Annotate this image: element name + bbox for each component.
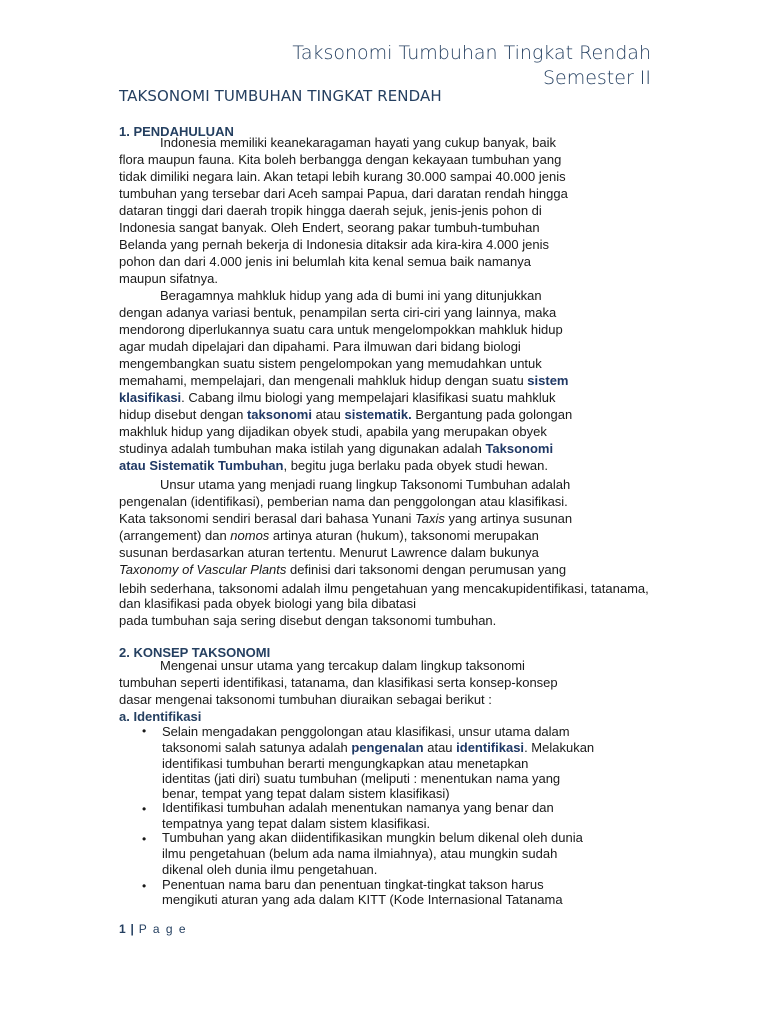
paragraph-line: Beragamnya mahkluk hidup yang ada di bumi ini yang ditunjukkan: [160, 288, 542, 303]
bold-term: identifikasi: [456, 740, 525, 755]
page-footer: [119, 922, 187, 936]
text-run: yang artinya susunan: [444, 511, 573, 526]
document-title: TAKSONOMI TUMBUHAN TINGKAT RENDAH: [119, 87, 442, 105]
running-header-semester: Semester II: [542, 67, 651, 89]
text-run: definisi dari taksonomi dengan perumusan yang: [286, 562, 567, 577]
list-item-line: dikenal oleh dunia ilmu pengetahuan.: [162, 862, 378, 877]
paragraph-line: dan klasifikasi pada obyek biologi yang bila dibatasi: [119, 596, 417, 611]
list-item-line: [162, 740, 594, 756]
paragraph-line: tumbuhan yang tersebar dari Aceh sampai Papua, dari daratan rendah hingga: [119, 186, 568, 201]
list-item-line: mengikuti aturan yang ada dalam KITT (Kode Internasional Tatanama: [162, 892, 563, 907]
paragraph-line: mengembangkan suatu sistem pengelompokan yang memudahkan untuk: [119, 356, 542, 371]
paragraph-line: flora maupun fauna. Kita boleh berbangga dengan kekayaan tumbuhan yang: [119, 152, 562, 167]
italic-term: Taxis: [415, 511, 445, 526]
text-run: Kata taksonomi sendiri berasal dari bahasa Yunani: [119, 511, 416, 526]
list-item-line: identifikasi tumbuhan berarti mengungkapkan atau menetapkan: [162, 756, 529, 771]
paragraph-line: makhluk hidup yang dijadikan obyek studi, apabila yang merupakan obyek: [119, 424, 547, 439]
page-label: P a g e: [138, 922, 188, 936]
paragraph-line: tidak dimiliki negara lain. Akan tetapi lebih kurang 30.000 sampai 40.000 jenis: [119, 169, 566, 184]
text-run: Bergantung pada golongan: [411, 407, 573, 422]
list-item-line: Penentuan nama baru dan penentuan tingkat-tingkat takson harus: [162, 877, 544, 892]
bullet-icon: •: [142, 724, 147, 738]
list-item-line: tempatnya yang tepat dalam sistem klasifikasi.: [162, 816, 431, 831]
paragraph-line: pohon dan dari 4.000 jenis ini belumlah kita kenal semua baik namanya: [119, 254, 531, 269]
paragraph-line: pengenalan (identifikasi), pemberian nama dan penggolongan atau klasifikasi.: [119, 494, 568, 509]
paragraph-line: [119, 407, 572, 423]
subheading-identifikasi: a. Identifikasi: [119, 709, 202, 724]
section-heading-pendahuluan: 1. PENDAHULUAN: [119, 124, 234, 139]
paragraph-line: pada tumbuhan saja sering disebut dengan taksonomi tumbuhan.: [119, 613, 497, 628]
bullet-icon: •: [142, 832, 147, 846]
text-run: studinya adalah tumbuhan maka istilah yang digunakan adalah: [119, 441, 486, 456]
paragraph-line: Indonesia sangat banyak. Oleh Endert, seorang pakar tumbuh-tumbuhan: [119, 220, 540, 235]
paragraph-line: [119, 528, 539, 544]
paragraph-line: [119, 373, 569, 389]
text-run: taksonomi salah satunya adalah: [162, 740, 352, 755]
paragraph-line: mendorong diperlukannya suatu cara untuk mengelompokkan mahkluk hidup: [119, 322, 563, 337]
list-item-line: ilmu pengetahuan (belum ada nama ilmiahnya), atau mungkin sudah: [162, 846, 558, 861]
paragraph-line: agar mudah dipelajari dan dipahami. Para ilmuwan dari bidang biologi: [119, 339, 521, 354]
bold-term: atau Sistematik Tumbuhan: [119, 458, 284, 473]
list-item-line: identitas (jati diri) suatu tumbuhan (meliputi : menentukan nama yang: [162, 771, 561, 786]
bold-term: sistem: [527, 373, 569, 388]
text-run: hidup disebut dengan: [119, 407, 247, 422]
paragraph-line: [119, 441, 553, 457]
text-run: atau: [423, 740, 457, 755]
text-run: memahami, mempelajari, dan mengenali mahkluk hidup dengan suatu: [119, 373, 528, 388]
paragraph-line: dataran tinggi dari daerah tropik hingga daerah sejuk, jenis-jenis pohon di: [119, 203, 542, 218]
paragraph-line: dasar mengenai taksonomi tumbuhan diuraikan sebagai berikut :: [119, 692, 492, 707]
paragraph-line: maupun sifatnya.: [119, 271, 219, 286]
text-run: , begitu juga berlaku pada obyek studi hewan.: [283, 458, 548, 473]
bold-term: klasifikasi: [119, 390, 182, 405]
paragraph-line: Unsur utama yang menjadi ruang lingkup Taksonomi Tumbuhan adalah: [160, 477, 571, 492]
text-run: . Cabang ilmu biologi yang mempelajari klasifikasi suatu mahkluk: [181, 390, 556, 405]
footer-separator: |: [130, 922, 134, 936]
list-item-line: benar, tempat yang tepat dalam sistem klasifikasi): [162, 786, 450, 801]
page-number: 1: [119, 922, 126, 936]
paragraph-line: [119, 511, 572, 527]
paragraph-line: lebih sederhana, taksonomi adalah ilmu pengetahuan yang mencakupidentifikasi, tatanama,: [119, 581, 649, 596]
list-item-line: Selain mengadakan penggolongan atau klasifikasi, unsur utama dalam: [162, 724, 570, 739]
section-heading-konsep: 2. KONSEP TAKSONOMI: [119, 645, 271, 660]
paragraph-line: tumbuhan seperti identifikasi, tatanama, dan klasifikasi serta konsep-konsep: [119, 675, 558, 690]
paragraph-line: dengan adanya variasi bentuk, penampilan serta ciri-ciri yang lainnya, maka: [119, 305, 557, 320]
list-item-line: Tumbuhan yang akan diidentifikasikan mungkin belum dikenal oleh dunia: [162, 830, 583, 845]
paragraph-line: susunan berdasarkan aturan tertentu. Menurut Lawrence dalam bukunya: [119, 545, 539, 560]
text-run: artinya aturan (hukum), taksonomi merupakan: [269, 528, 539, 543]
paragraph-line: [119, 390, 555, 406]
bold-term: Taksonomi: [485, 441, 554, 456]
paragraph-line: [119, 562, 566, 578]
paragraph-line: Mengenai unsur utama yang tercakup dalam lingkup taksonomi: [160, 658, 525, 673]
bold-term: sistematik.: [344, 407, 412, 422]
bold-term: pengenalan: [351, 740, 424, 755]
list-item-line: Identifikasi tumbuhan adalah menentukan namanya yang benar dan: [162, 800, 554, 815]
italic-term: nomos: [230, 528, 270, 543]
paragraph-line: Indonesia memiliki keanekaragaman hayati yang cukup banyak, baik: [160, 135, 557, 150]
text-run: . Melakukan: [524, 740, 595, 755]
text-run: atau: [311, 407, 345, 422]
text-run: (arrangement) dan: [119, 528, 231, 543]
italic-book-title: Taxonomy of Vascular Plants: [119, 562, 287, 577]
paragraph-line: Belanda yang pernah bekerja di Indonesia ditaksir ada kira-kira 4.000 jenis: [119, 237, 549, 252]
bullet-icon: •: [142, 879, 147, 893]
paragraph-line: [119, 458, 548, 474]
bold-term: taksonomi: [246, 407, 312, 422]
bullet-icon: •: [142, 802, 147, 816]
running-header-title: Taksonomi Tumbuhan Tingkat Rendah: [292, 42, 651, 64]
